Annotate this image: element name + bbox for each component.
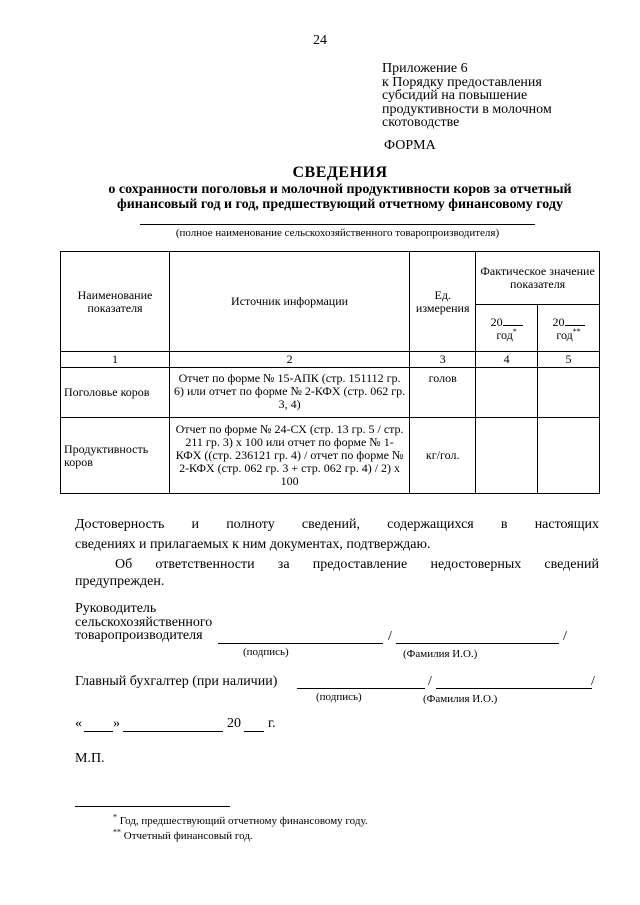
header-year-previous [476,305,538,352]
date-day-line[interactable] [84,731,113,732]
footnote-text: Год, предшествующий отчетному финансовому году. [119,815,368,827]
row-value-reporting[interactable] [538,368,600,418]
form-label: ФОРМА [384,138,436,153]
row-source: Отчет по форме № 24-СХ (стр. 13 гр. 5 / стр. 211 гр. 3) х 100 или отчет по форме № 1-КФХ ((стр. 236121 гр. 4) / отчет по форме № 2-КФХ (стр. 062 гр. 3 + стр. 062 гр. 4) / 2) х 100 [169,418,409,494]
column-number: 1 [61,352,170,368]
row-unit: кг/гол. [410,418,476,494]
row-value-reporting[interactable] [538,418,600,494]
footnote-text: Отчетный финансовый год. [123,830,253,842]
column-number: 3 [410,352,476,368]
appendix-line: субсидий на повышение [382,88,528,103]
accountant-signature-line[interactable] [297,688,425,689]
footnote-mark: * [113,812,117,822]
liability-line: Об ответственности за предоставление недостоверных сведений [115,557,599,572]
liability-line: предупрежден. [75,574,165,589]
organization-name-line[interactable] [140,224,535,225]
header-actual: Фактическое значение показателя [476,252,600,305]
header-name: Наименование показателя [61,252,170,352]
footnote-mark: ** [113,827,121,837]
appendix-line: продуктивности в молочном [382,101,552,117]
head-label-line: сельскохозяйственного [75,614,213,630]
row-value-previous[interactable] [476,368,538,418]
appendix-block [382,62,622,130]
row-value-previous[interactable] [476,418,538,494]
year-prefix: 20 [552,315,565,329]
head-name-line[interactable] [396,643,559,644]
footnote-1 [113,812,368,827]
appendix-line: скотоводстве [382,115,460,130]
name-caption: (Фамилия И.О.) [403,648,478,660]
year-word: год [556,328,573,342]
slash: / [591,674,595,689]
table-row [61,368,600,418]
year-blank[interactable] [503,314,523,326]
data-table [60,251,600,494]
table-row [61,418,600,494]
row-unit: голов [410,368,476,418]
head-signature-line[interactable] [218,643,383,644]
subtitle-line: финансовый год и год, предшествующий отчетному финансовому году [117,196,563,212]
slash: / [428,674,432,689]
header-year-reporting [538,305,600,352]
accountant-name-line[interactable] [436,688,592,689]
header-source: Источник информации [169,252,409,352]
year-prefix: 20 [490,315,503,329]
footnote-separator [75,806,230,807]
appendix-title: Приложение 6 [382,61,468,76]
page-number: 24 [313,33,327,48]
accountant-label: Главный бухгалтер (при наличии) [75,674,278,689]
organization-name-caption: (полное наименование сельскохозяйственного товаропроизводителя) [175,227,500,239]
confirmation-line: Достоверность и полноту сведений, содержащихся в настоящих [75,517,599,532]
head-label-line: товаропроизводителя [75,628,203,643]
year-blank[interactable] [565,314,585,326]
date-year-line[interactable] [244,731,264,732]
date-year-suffix: г. [268,716,276,731]
header-unit: Ед. измерения [410,252,476,352]
slash: / [388,629,392,644]
footnote-2 [113,827,253,842]
stamp-label: М.П. [75,751,105,766]
row-source: Отчет по форме № 15-АПК (стр. 151112 гр. 6) или отчет по форме № 2-КФХ (стр. 062 гр. 3, 4) [169,368,409,418]
column-number: 5 [538,352,600,368]
date-close-quote: » [113,716,120,731]
head-signature-label [75,602,212,643]
signature-caption: (подпись) [316,691,362,703]
name-caption: (Фамилия И.О.) [423,693,498,705]
appendix-line: к Порядку предоставления [382,74,542,90]
date-year-prefix: 20 [227,716,241,731]
document-subtitle [60,183,620,212]
column-number: 4 [476,352,538,368]
column-number: 2 [169,352,409,368]
confirmation-line: сведениях и прилагаемых к ним документах, подтверждаю. [75,537,431,552]
date-month-line[interactable] [123,731,223,732]
slash: / [563,629,567,644]
signature-caption: (подпись) [243,646,289,658]
row-name: Продуктивность коров [61,418,170,494]
footnote-mark: ** [572,327,581,336]
row-name: Поголовье коров [61,368,170,418]
footnote-mark: * [512,327,517,336]
date-open-quote: « [75,716,82,731]
head-label-line: Руководитель [75,601,157,616]
year-word: год [496,328,513,342]
document-title: СВЕДЕНИЯ [292,164,388,181]
subtitle-line: о сохранности поголовья и молочной продуктивности коров за отчетный [108,182,572,197]
